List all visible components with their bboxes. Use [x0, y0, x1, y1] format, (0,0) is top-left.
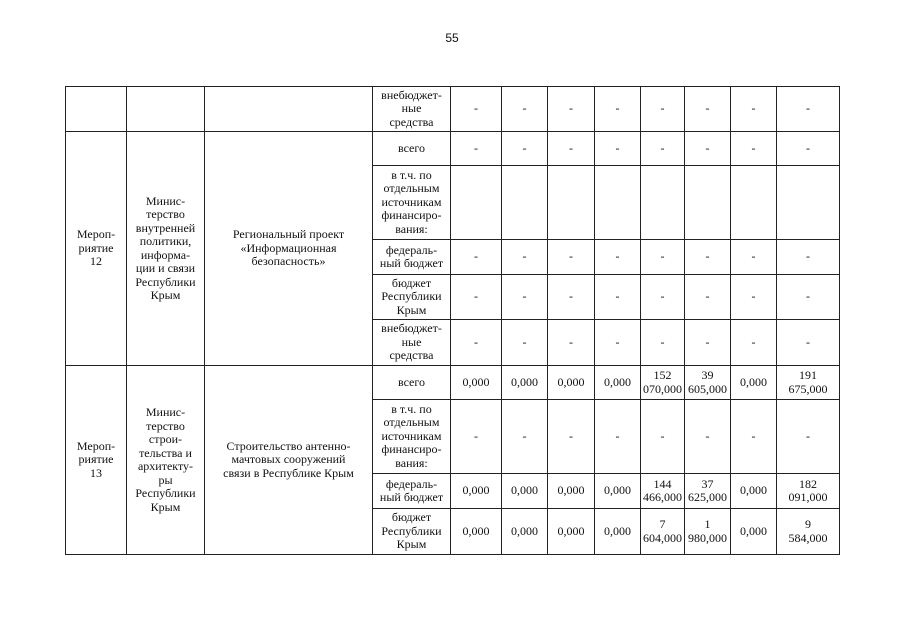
value-cell: 37 625,000 — [685, 474, 731, 509]
value-cell: - — [641, 275, 685, 320]
value-cell: - — [548, 132, 595, 166]
event-name: Мероп- риятие 13 — [66, 366, 127, 555]
value-cell: - — [777, 400, 840, 474]
value-cell: - — [502, 240, 548, 275]
funding-source: в т.ч. по отдельным источникам финансиро- вания: — [373, 166, 451, 240]
value-cell: 7 604,000 — [641, 509, 685, 555]
value-cell: 39 605,000 — [685, 366, 731, 400]
value-cell — [685, 166, 731, 240]
value-cell: - — [685, 132, 731, 166]
project-title: Строительство антенно- мачтовых сооружений связи в Республике Крым — [205, 366, 373, 555]
value-cell: - — [777, 320, 840, 366]
value-cell: 152 070,000 — [641, 366, 685, 400]
value-cell: 0,000 — [595, 366, 641, 400]
value-cell: - — [451, 87, 502, 132]
value-cell — [502, 166, 548, 240]
value-cell: 0,000 — [502, 366, 548, 400]
value-cell: - — [641, 400, 685, 474]
value-cell: - — [451, 275, 502, 320]
project-title: Региональный проект «Информационная безопасность» — [205, 132, 373, 366]
table-row — [66, 132, 840, 166]
value-cell: - — [502, 132, 548, 166]
value-cell: - — [731, 400, 777, 474]
value-cell: 1 980,000 — [685, 509, 731, 555]
value-cell: - — [641, 87, 685, 132]
value-cell: 191 675,000 — [777, 366, 840, 400]
value-cell: 0,000 — [595, 474, 641, 509]
empty-cell — [127, 87, 205, 132]
value-cell: 0,000 — [451, 366, 502, 400]
value-cell: - — [731, 240, 777, 275]
value-cell: 0,000 — [548, 366, 595, 400]
funding-source: федераль- ный бюджет — [373, 240, 451, 275]
value-cell: 0,000 — [595, 509, 641, 555]
empty-cell — [205, 87, 373, 132]
value-cell — [731, 166, 777, 240]
value-cell: - — [641, 132, 685, 166]
value-cell: - — [595, 400, 641, 474]
value-cell: 0,000 — [451, 474, 502, 509]
value-cell: - — [731, 87, 777, 132]
value-cell: - — [548, 275, 595, 320]
value-cell: 182 091,000 — [777, 474, 840, 509]
value-cell: - — [685, 400, 731, 474]
funding-source: всего — [373, 366, 451, 400]
budget-table — [65, 86, 840, 555]
value-cell — [777, 166, 840, 240]
value-cell — [641, 166, 685, 240]
value-cell — [451, 166, 502, 240]
value-cell: - — [685, 87, 731, 132]
value-cell: - — [777, 132, 840, 166]
funding-source: федераль- ный бюджет — [373, 474, 451, 509]
table-row — [66, 87, 840, 132]
value-cell: - — [451, 400, 502, 474]
table-row — [66, 366, 840, 400]
value-cell: - — [548, 320, 595, 366]
value-cell: - — [777, 275, 840, 320]
value-cell: - — [595, 320, 641, 366]
value-cell: - — [595, 87, 641, 132]
funding-source: всего — [373, 132, 451, 166]
value-cell: - — [502, 275, 548, 320]
page-number: 55 — [445, 31, 459, 45]
value-cell: - — [548, 87, 595, 132]
value-cell: - — [595, 132, 641, 166]
value-cell: - — [548, 240, 595, 275]
funding-source: бюджет Республики Крым — [373, 275, 451, 320]
funding-source: внебюджет- ные средства — [373, 87, 451, 132]
value-cell: - — [731, 132, 777, 166]
value-cell: - — [502, 400, 548, 474]
value-cell: - — [451, 240, 502, 275]
value-cell: 0,000 — [731, 509, 777, 555]
value-cell: 0,000 — [731, 474, 777, 509]
value-cell: - — [777, 87, 840, 132]
value-cell: - — [685, 240, 731, 275]
value-cell: - — [777, 240, 840, 275]
executor: Минис- терство внутренней политики, информа- ции и связи Республики Крым — [127, 132, 205, 366]
value-cell: 0,000 — [502, 474, 548, 509]
empty-cell — [66, 87, 127, 132]
value-cell: - — [685, 320, 731, 366]
funding-source: внебюджет- ные средства — [373, 320, 451, 366]
funding-source: бюджет Республики Крым — [373, 509, 451, 555]
value-cell: - — [502, 87, 548, 132]
funding-source: в т.ч. по отдельным источникам финансиро- вания: — [373, 400, 451, 474]
value-cell: 0,000 — [731, 366, 777, 400]
value-cell: - — [451, 320, 502, 366]
value-cell: - — [502, 320, 548, 366]
value-cell: 0,000 — [548, 509, 595, 555]
executor: Минис- терство строи- тельства и архитекту- ры Республики Крым — [127, 366, 205, 555]
value-cell: - — [731, 320, 777, 366]
value-cell: 9 584,000 — [777, 509, 840, 555]
value-cell: - — [451, 132, 502, 166]
value-cell — [595, 166, 641, 240]
value-cell: 0,000 — [451, 509, 502, 555]
value-cell: - — [685, 275, 731, 320]
value-cell: - — [731, 275, 777, 320]
value-cell: - — [595, 275, 641, 320]
value-cell: - — [641, 240, 685, 275]
value-cell: 0,000 — [548, 474, 595, 509]
value-cell: - — [641, 320, 685, 366]
event-name: Мероп- риятие 12 — [66, 132, 127, 366]
value-cell — [548, 166, 595, 240]
value-cell: 144 466,000 — [641, 474, 685, 509]
value-cell: - — [595, 240, 641, 275]
value-cell: - — [548, 400, 595, 474]
value-cell: 0,000 — [502, 509, 548, 555]
